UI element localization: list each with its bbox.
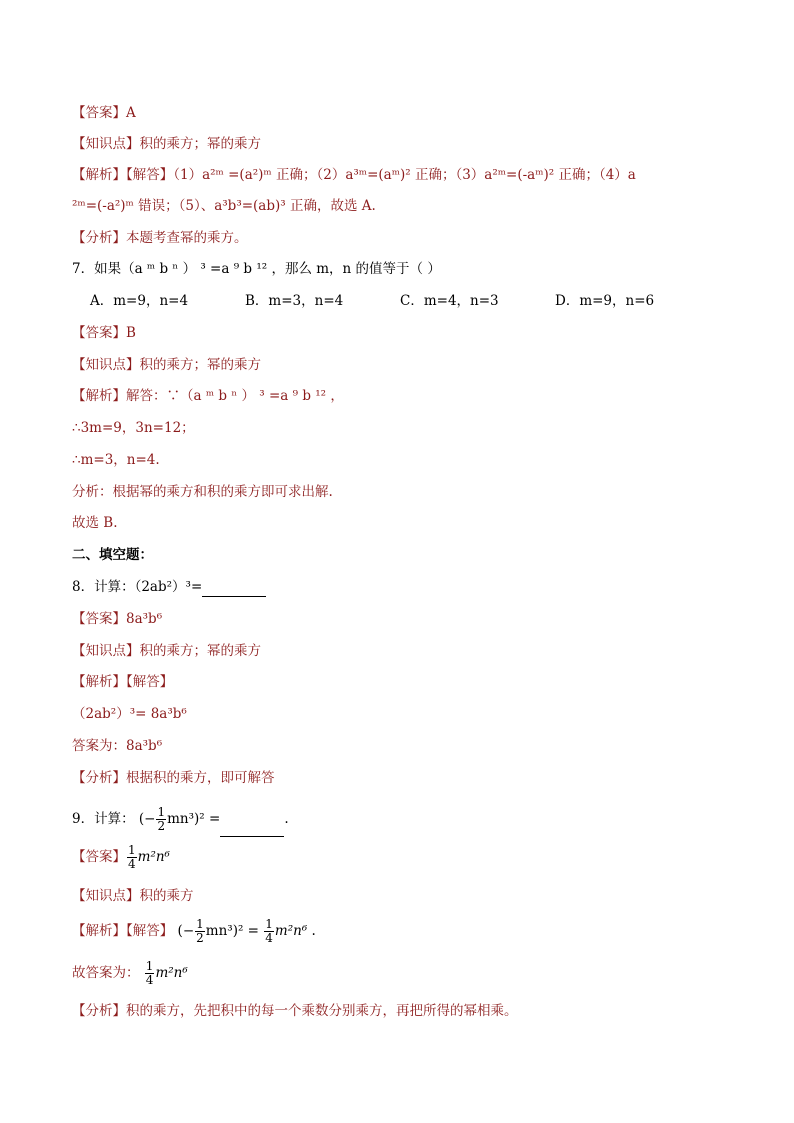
q9-stem-expr-post: mn³)²	[167, 811, 205, 827]
q9-analysis-expr: (− $\frac{1}{2}$ mn³)² = $\frac{1}{4}$ m²n⁶ .	[177, 917, 316, 945]
q8-answer: 【答案】8a³b⁶	[72, 611, 163, 627]
q9-analysis-quarter-den: 4	[265, 931, 273, 945]
q7-stem: 7．如果（a ᵐ b ⁿ ） ³ =a ⁹ b ¹² ，那么 m，n 的值等于（ ）	[72, 261, 441, 277]
q9-analysis-tag: 【解析】【解答】	[72, 923, 174, 939]
q9-result-expr: m²n⁶	[155, 965, 188, 981]
q9-answer-tag: 【答案】	[72, 849, 126, 865]
q9-stem-prefix: 9．计算：	[72, 811, 135, 827]
q9-analysis	[72, 914, 734, 948]
q7-answer: 【答案】B	[72, 325, 136, 341]
q9-stem-fraction	[156, 806, 166, 833]
q8-summary: 【分析】根据积的乘方，即可解答	[72, 770, 275, 786]
q8-knowledge: 【知识点】积的乘方；幂的乘方	[72, 643, 261, 659]
q6-analysis-tag: 【解析】【解答】	[72, 167, 174, 183]
q7-analysis-line1	[72, 387, 734, 405]
q9-stem-eq: =	[209, 811, 221, 827]
q9-answer-frac-num: 1	[128, 843, 136, 857]
q9-answer-frac-den: 4	[128, 857, 136, 871]
q6-analysis-text1: （1）a²ᵐ =(a²)ᵐ 正确；（2）a³ᵐ=(aᵐ)² 正确；（3）a²ᵐ=(-aᵐ)² 正确；（4）a	[173, 167, 636, 183]
q7-option-d: D．m=9，n=6	[555, 293, 655, 309]
q8-answer-blank	[202, 578, 266, 597]
q9-analysis-result-expr: m²n⁶	[274, 923, 308, 939]
q7-option-a: A．m=9，n=4	[90, 293, 189, 309]
q7-analysis-line3: ∴m=3，n=4.	[72, 452, 160, 468]
q8-result: 答案为：8a³b⁶	[72, 738, 163, 754]
q7-analysis-text1: 解答：∵（a ᵐ b ⁿ ） ³ =a ⁹ b ¹² ，	[126, 388, 344, 404]
q7-option-b: B．m=3，n=4	[245, 293, 344, 309]
q9-analysis-quarter-num: 1	[265, 917, 273, 931]
q7-option-c: C．m=4，n=3	[400, 293, 499, 309]
q9-result-frac-num: 1	[145, 959, 154, 973]
q9-analysis-expr-post: mn³)²	[205, 923, 244, 939]
q9-analysis-half-den: 2	[196, 931, 204, 945]
q9-answer-blank	[220, 802, 284, 837]
q9-result-frac-den: 4	[145, 973, 154, 987]
q7-analysis-tag: 【解析】	[72, 388, 126, 404]
q8-analysis-tag: 【解析】【解答】	[72, 674, 174, 690]
q9-stem-frac-num: 1	[157, 805, 166, 819]
q9-result	[72, 956, 734, 990]
q7-analysis-line2: ∴3m=9，3n=12；	[72, 420, 195, 436]
q7-analysis-line4: 分析：根据幂的乘方和积的乘方即可求出解.	[72, 484, 333, 500]
q6-analysis-line2: ²ᵐ=(-a²)ᵐ 错误；（5）、a³b³=(ab)³ 正确，故选 A.	[72, 198, 376, 214]
q6-analysis-line1	[72, 166, 734, 184]
q9-answer-fraction	[127, 844, 137, 871]
q9-analysis-half-num: 1	[196, 917, 204, 931]
q9-stem: 9．计算： (− $\frac{1}{2}$ mn³)² = .	[72, 802, 734, 836]
q9-analysis-fraction-half	[195, 918, 205, 945]
q9-result-prefix: 故答案为：	[72, 965, 140, 981]
q9-summary: 【分析】积的乘方，先把积中的每一个乘数分别乘方，再把所得的幂相乘。	[72, 1003, 518, 1019]
q7-options	[90, 292, 734, 310]
q6-summary: 【分析】本题考查幂的乘方。	[72, 230, 248, 246]
q9-analysis-fraction-quarter	[264, 918, 274, 945]
q9-knowledge: 【知识点】积的乘方	[72, 888, 194, 904]
q9-answer	[72, 840, 734, 874]
q9-analysis-expr-pre: (−	[177, 923, 195, 939]
q7-analysis-line5: 故选 B.	[72, 515, 118, 531]
q9-analysis-eq: =	[247, 923, 259, 939]
q6-knowledge: 【知识点】积的乘方；幂的乘方	[72, 136, 261, 152]
q9-stem-frac-den: 2	[157, 819, 166, 833]
q8-stem-text: 8．计算：（2ab²）³=	[72, 579, 203, 595]
q9-result-fraction	[145, 960, 155, 987]
q7-knowledge: 【知识点】积的乘方；幂的乘方	[72, 357, 261, 373]
q9-stem-expr-pre: (−	[138, 811, 156, 827]
q6-answer: 【答案】A	[72, 105, 136, 121]
q8-work: （2ab²）³= 8a³b⁶	[72, 706, 187, 722]
q8-stem	[72, 578, 734, 597]
q9-answer-expr: m²n⁶	[137, 849, 170, 865]
section-heading-fill-blank: 二、填空题：	[72, 547, 153, 563]
